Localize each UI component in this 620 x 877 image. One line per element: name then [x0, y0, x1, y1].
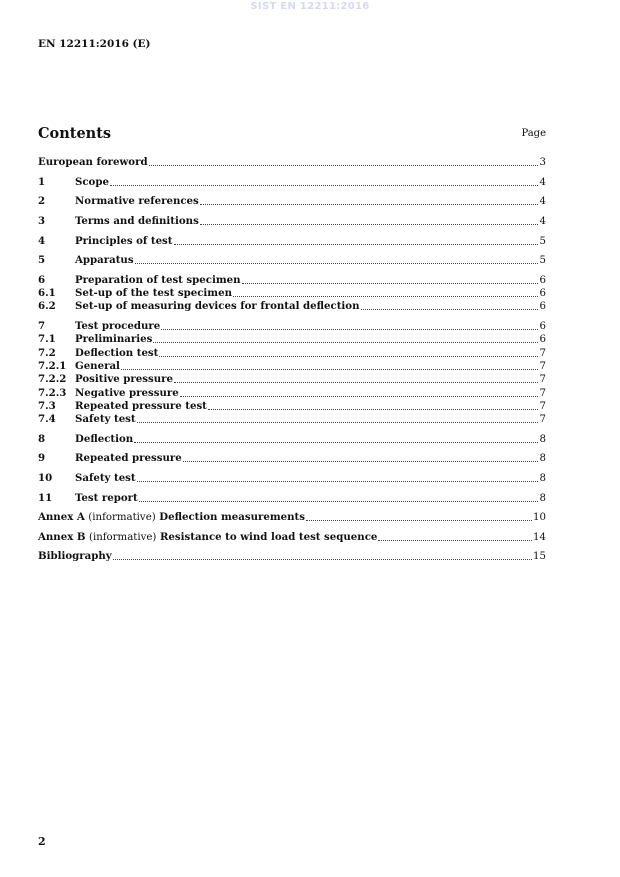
dot-leader	[159, 355, 538, 357]
toc-entry-title: Preparation of test specimen	[75, 273, 241, 286]
toc-entry[interactable]	[38, 346, 546, 359]
toc-entry-number: 11	[38, 491, 53, 504]
dot-leader	[134, 441, 538, 443]
toc-entry[interactable]	[38, 360, 546, 373]
toc-entry-number: 9	[38, 452, 46, 465]
toc-entry[interactable]	[38, 300, 546, 313]
toc-entry-page: 7	[539, 387, 546, 399]
toc-entry-title: Repeated pressure	[75, 452, 182, 465]
dot-leader	[174, 243, 539, 245]
toc-entry-number: 7.2	[38, 346, 56, 359]
toc-entry[interactable]	[38, 195, 546, 208]
toc-entry[interactable]	[38, 550, 546, 563]
toc-entry-annex-b[interactable]	[38, 530, 546, 543]
toc-entry[interactable]	[38, 472, 546, 485]
toc-entry-title: Resistance to wind load test sequence	[159, 530, 378, 543]
toc-entry-number: 7.4	[38, 413, 56, 426]
toc-entry-title: Principles of test	[75, 234, 173, 247]
toc-entry-page: 6	[539, 321, 546, 333]
toc-entry[interactable]	[38, 215, 546, 228]
dot-leader	[242, 282, 538, 284]
toc-entry-number: 8	[38, 432, 46, 445]
toc-entry-title: Deflection test	[75, 346, 159, 359]
toc-entry-page: 8	[539, 492, 546, 504]
toc-entry-page: 14	[533, 531, 546, 543]
toc-entry-number: 6.1	[38, 287, 56, 300]
toc-entry-title: Terms and definitions	[75, 215, 199, 228]
toc-entry-title: Safety test	[75, 413, 136, 426]
annex-label: Annex B	[38, 530, 86, 543]
toc-entry-page: 10	[533, 512, 546, 524]
toc-annex-heading	[38, 511, 305, 524]
toc-entry-page: 6	[539, 301, 546, 313]
toc-entry-page: 4	[539, 216, 546, 228]
toc-entry-title: European foreword	[38, 156, 148, 169]
toc-entry[interactable]	[38, 400, 546, 413]
dot-leader	[135, 262, 538, 264]
toc-entry-page: 7	[539, 400, 546, 412]
contents-title: Contents	[38, 125, 112, 142]
annex-type: (informative)	[88, 531, 157, 543]
toc-entry-page: 4	[539, 196, 546, 208]
dot-leader	[200, 203, 538, 205]
dot-leader	[139, 500, 538, 502]
toc-entry-title: Negative pressure	[75, 386, 179, 399]
dot-leader	[233, 295, 538, 297]
toc-entry-page: 5	[539, 235, 546, 247]
toc-entry-number: 5	[38, 254, 46, 267]
toc-entry-page: 6	[539, 288, 546, 300]
dot-leader	[137, 421, 538, 423]
toc-entry-title: Deflection measurements	[159, 511, 305, 524]
toc-entry-page: 5	[539, 255, 546, 267]
dot-leader	[183, 460, 538, 462]
toc-entry-page: 8	[539, 472, 546, 484]
dot-leader	[113, 558, 532, 560]
dot-leader	[378, 539, 532, 541]
dot-leader	[110, 184, 538, 186]
toc-annex-heading	[38, 531, 377, 544]
dot-leader	[137, 480, 538, 482]
toc-entry-page: 7	[539, 414, 546, 426]
toc-entry-title: Test report	[75, 491, 138, 504]
toc-entry[interactable]	[38, 333, 546, 346]
annex-type: (informative)	[88, 512, 156, 524]
page-number: 2	[38, 835, 46, 848]
dot-leader	[149, 164, 538, 166]
dot-leader	[121, 368, 538, 370]
toc-entry-title: Apparatus	[75, 254, 134, 267]
toc-entry[interactable]	[38, 156, 546, 169]
toc-entry-number: 7.1	[38, 333, 56, 346]
toc-entry-page: 4	[539, 176, 546, 188]
toc-entry-title: Positive pressure	[75, 373, 174, 386]
page-column-label: Page	[521, 128, 546, 139]
toc-entry-number: 1	[38, 175, 46, 188]
toc-entry-title: Repeated pressure test	[75, 399, 207, 412]
toc-entry-title: Normative references	[75, 195, 199, 208]
toc-entry[interactable]	[38, 320, 546, 333]
dot-leader	[180, 395, 538, 397]
dot-leader	[161, 328, 538, 330]
dot-leader	[153, 341, 538, 343]
toc-entry[interactable]	[38, 386, 546, 399]
toc-entry[interactable]	[38, 254, 546, 267]
toc-entry[interactable]	[38, 274, 546, 287]
toc-entry-number: 7	[38, 320, 46, 333]
toc-entry-number: 6.2	[38, 300, 56, 313]
toc-entry-title: Deflection	[75, 432, 134, 445]
toc-entry[interactable]	[38, 413, 546, 426]
toc-entry-title: Safety test	[75, 471, 136, 484]
watermark: SIST EN 12211:2016	[250, 1, 370, 12]
toc-entry-number: 7.3	[38, 399, 56, 412]
dot-leader	[200, 223, 538, 225]
toc-entry-number: 6	[38, 273, 46, 286]
toc-entry-page: 15	[533, 551, 546, 563]
toc-entry-title: Set-up of the test specimen	[75, 287, 232, 300]
toc-entry-number: 10	[38, 471, 53, 484]
toc-entry-title: Bibliography	[38, 550, 112, 563]
dot-leader	[208, 408, 538, 410]
toc-entry-page: 6	[539, 274, 546, 286]
toc-entry-page: 7	[539, 347, 546, 359]
toc-entry-page: 7	[539, 374, 546, 386]
toc-entry-page: 3	[539, 157, 546, 169]
toc-entry-number: 3	[38, 215, 46, 228]
toc-entry[interactable]	[38, 432, 546, 445]
annex-label: Annex A	[38, 511, 85, 524]
toc-entry[interactable]	[38, 287, 546, 300]
toc-entry-number: 4	[38, 234, 46, 247]
toc-entry-page: 8	[539, 433, 546, 445]
toc-entry-annex-a[interactable]	[38, 511, 546, 524]
toc-entry-title: Set-up of measuring devices for frontal deflection	[75, 300, 360, 313]
table-of-contents	[38, 156, 546, 563]
toc-entry-number: 7.2.1	[38, 359, 67, 372]
toc-entry-number: 7.2.2	[38, 373, 67, 386]
toc-entry-page: 6	[539, 334, 546, 346]
toc-entry[interactable]	[38, 176, 546, 189]
toc-entry-page: 8	[539, 453, 546, 465]
toc-entry[interactable]	[38, 491, 546, 504]
toc-entry-title: Preliminaries	[75, 333, 153, 346]
toc-entry[interactable]	[38, 452, 546, 465]
toc-entry[interactable]	[38, 234, 546, 247]
dot-leader	[306, 519, 532, 521]
toc-entry-number: 2	[38, 195, 46, 208]
toc-entry-title: Test procedure	[75, 320, 161, 333]
document-id: EN 12211:2016 (E)	[38, 38, 151, 50]
dot-leader	[361, 308, 539, 310]
dot-leader	[174, 381, 538, 383]
toc-entry-number: 7.2.3	[38, 386, 67, 399]
toc-entry-title: General	[75, 359, 120, 372]
toc-entry-title: Scope	[75, 175, 109, 188]
toc-entry[interactable]	[38, 373, 546, 386]
toc-entry-page: 7	[539, 360, 546, 372]
